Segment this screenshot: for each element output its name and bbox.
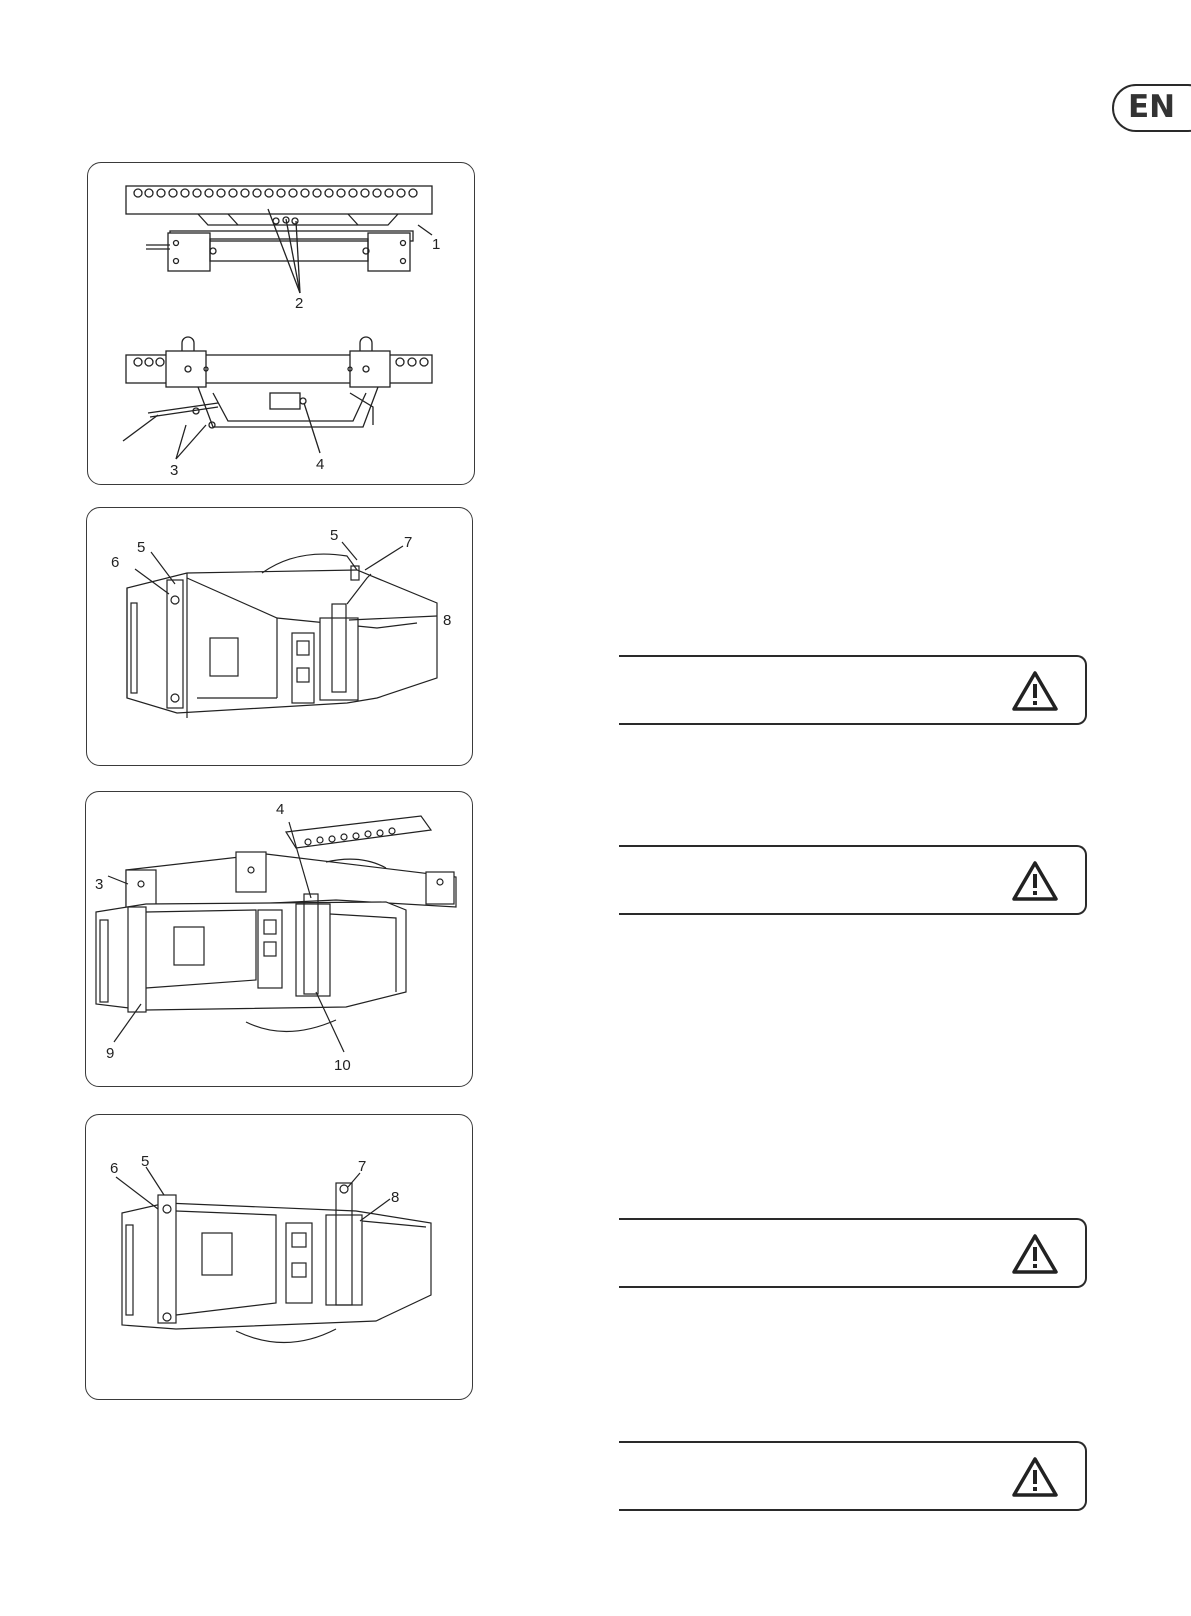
language-tab [1112,84,1191,132]
warning-box-4 [619,1441,1087,1511]
warning-box-3 [619,1218,1087,1288]
callout-8: 8 [443,612,452,629]
fly-bar-illustration [88,163,475,485]
callout-7: 7 [404,534,413,551]
callout-6: 6 [110,1160,119,1177]
callout-7: 7 [358,1158,367,1175]
callout-10: 10 [334,1057,351,1074]
speaker-flybar-illustration [86,792,473,1087]
warning-triangle-icon [1011,670,1059,712]
callout-4: 4 [316,456,325,473]
warning-triangle-icon [1011,1233,1059,1275]
callout-5: 5 [141,1153,150,1170]
warning-triangle-icon [1011,1456,1059,1498]
callout-1: 1 [432,236,441,253]
figure-4-panel [85,1114,473,1400]
callout-9: 9 [106,1045,115,1062]
callout-4: 4 [276,801,285,818]
speaker-rigging-view-illustration [86,1115,473,1400]
callout-3: 3 [170,462,179,479]
callout-5a: 5 [137,539,146,556]
warning-triangle-icon [1011,860,1059,902]
speaker-rigging-illustration [87,508,473,766]
callout-8: 8 [391,1189,400,1206]
figure-3-panel [85,791,473,1087]
warning-box-2 [619,845,1087,915]
figure-1-panel [87,162,475,485]
callout-3: 3 [95,876,104,893]
language-label: EN [1128,89,1176,125]
warning-box-1 [619,655,1087,725]
callout-6: 6 [111,554,120,571]
callout-2: 2 [295,295,304,312]
callout-5b: 5 [330,527,339,544]
figure-2-panel [86,507,473,766]
